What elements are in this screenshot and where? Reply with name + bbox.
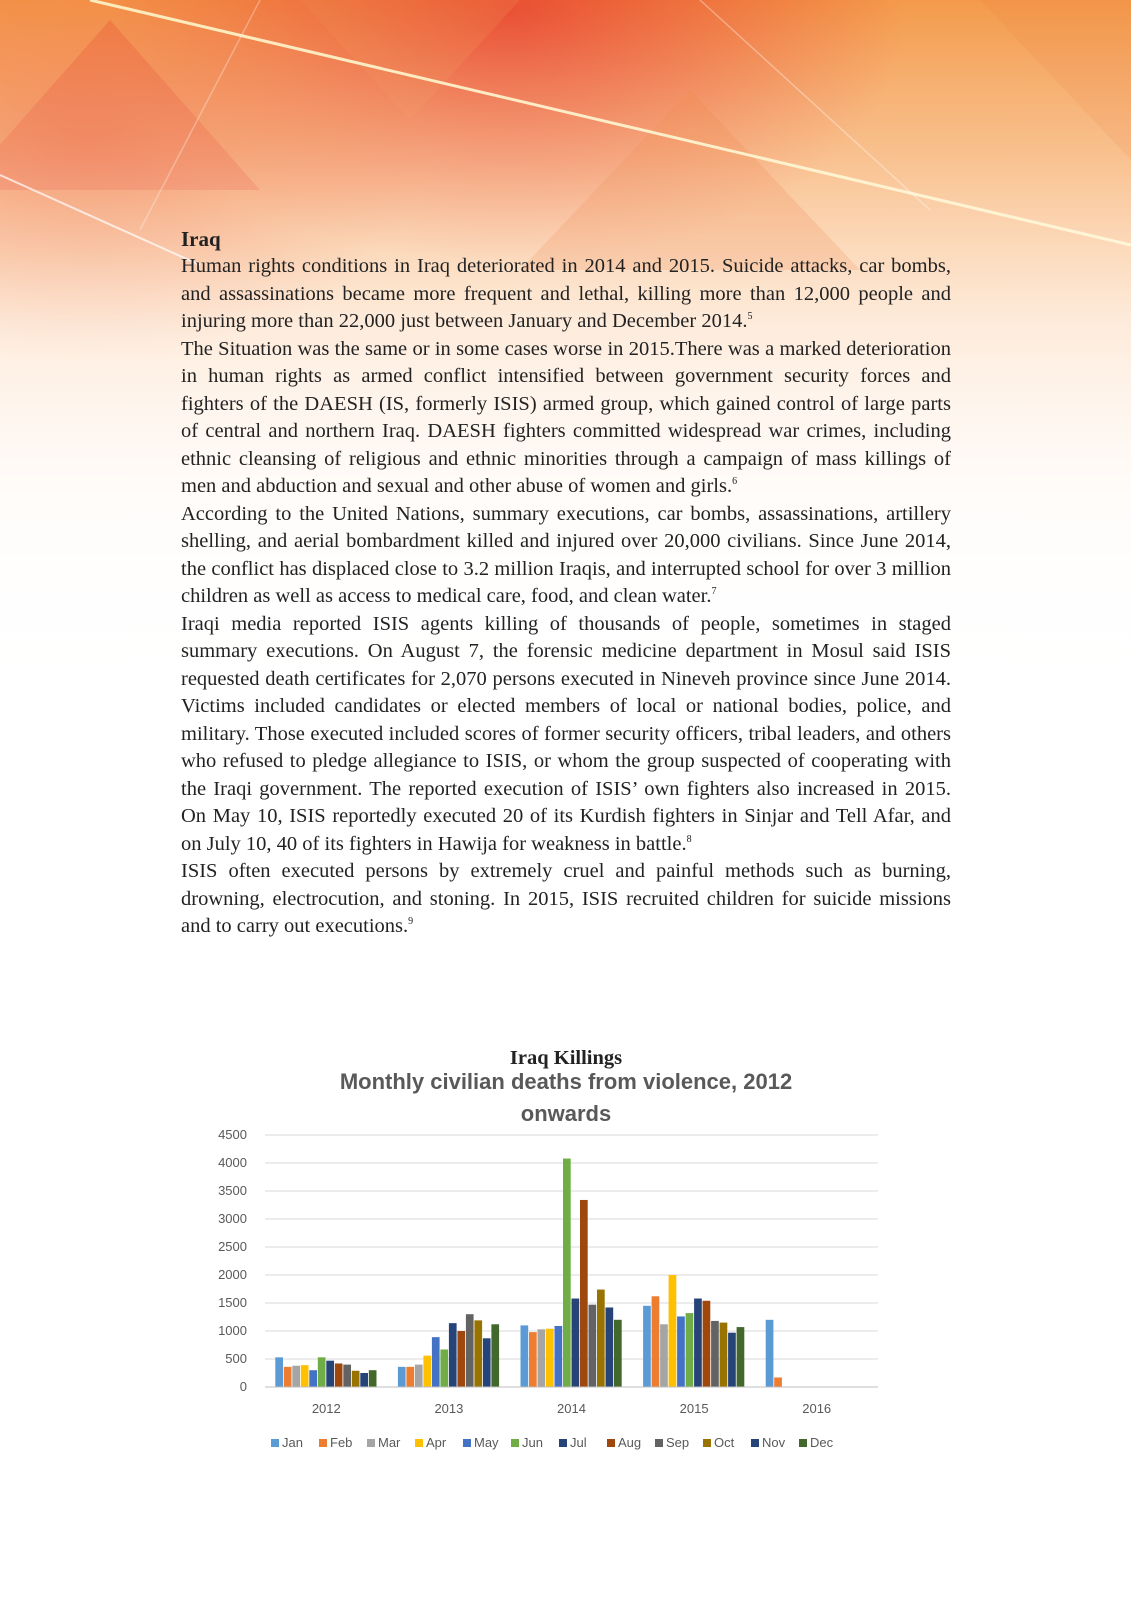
chart-heading: Iraq Killings xyxy=(509,1047,623,1069)
legend-swatch-oct xyxy=(703,1439,711,1447)
bar-jul-2014 xyxy=(572,1299,580,1387)
bar-jun-2012 xyxy=(318,1357,326,1387)
bar-oct-2015 xyxy=(720,1323,728,1387)
bar-aug-2013 xyxy=(457,1331,465,1387)
legend-swatch-jun xyxy=(511,1439,519,1447)
section-heading: Iraq xyxy=(181,227,221,251)
legend-swatch-dec xyxy=(799,1439,807,1447)
legend-label: Feb xyxy=(330,1435,353,1450)
bar-jan-2014 xyxy=(521,1325,529,1387)
bar-jul-2012 xyxy=(326,1361,334,1387)
x-tick-label: 2014 xyxy=(557,1401,586,1416)
chart-title-line: Monthly civilian deaths from violence, 2012 xyxy=(339,1069,793,1094)
x-tick-label: 2016 xyxy=(802,1401,832,1416)
y-tick-label: 4500 xyxy=(218,1127,247,1142)
bar-nov-2015 xyxy=(728,1333,736,1387)
bar-apr-2015 xyxy=(669,1275,677,1387)
bar-jun-2014 xyxy=(563,1159,571,1387)
bar-dec-2014 xyxy=(614,1320,622,1387)
paragraph-text: ISIS often executed persons by extremely cruel and painful methods such as burning, drowning, electrocution, and stoning. In 2015, ISIS recruited children for suicide missions and to carry out executions. xyxy=(181,860,951,937)
footnote-marker: 6 xyxy=(732,476,738,488)
bar-mar-2015 xyxy=(660,1324,668,1387)
legend-swatch-sep xyxy=(655,1439,663,1447)
legend-label: Apr xyxy=(426,1435,447,1450)
bar-aug-2015 xyxy=(703,1301,711,1387)
paragraph xyxy=(181,253,951,336)
footnote-marker: 5 xyxy=(747,311,753,323)
bar-nov-2013 xyxy=(483,1338,491,1387)
legend-label: Oct xyxy=(714,1435,735,1450)
y-tick-label: 1000 xyxy=(218,1323,247,1338)
footnote-marker: 9 xyxy=(408,916,414,928)
bar-mar-2012 xyxy=(292,1366,300,1387)
bar-apr-2012 xyxy=(301,1365,309,1387)
x-tick-label: 2013 xyxy=(434,1401,464,1416)
bar-may-2013 xyxy=(432,1337,440,1387)
bar-may-2015 xyxy=(677,1316,685,1387)
paragraph xyxy=(181,501,951,611)
bar-jun-2013 xyxy=(440,1349,448,1387)
bar-jun-2015 xyxy=(686,1313,694,1387)
bar-dec-2012 xyxy=(369,1370,377,1387)
footnote-marker: 8 xyxy=(686,833,692,845)
bar-jan-2015 xyxy=(643,1306,651,1387)
bar-oct-2013 xyxy=(474,1320,482,1387)
legend-swatch-mar xyxy=(367,1439,375,1447)
y-tick-label: 3000 xyxy=(218,1211,247,1226)
x-tick-label: 2015 xyxy=(679,1401,709,1416)
bar-jan-2012 xyxy=(275,1357,283,1387)
legend-swatch-may xyxy=(463,1439,471,1447)
bar-feb-2013 xyxy=(406,1367,414,1387)
chart-container xyxy=(181,1035,951,1505)
bar-feb-2014 xyxy=(529,1332,537,1387)
paragraph xyxy=(181,336,951,501)
legend-label: Dec xyxy=(810,1435,834,1450)
bar-feb-2015 xyxy=(652,1296,660,1387)
x-tick-label: 2012 xyxy=(311,1401,341,1416)
bar-jan-2016 xyxy=(766,1320,774,1387)
chart-title-line: onwards xyxy=(520,1101,612,1126)
bar-chart xyxy=(181,1035,951,1505)
y-tick-label: 2500 xyxy=(218,1239,247,1254)
bar-dec-2015 xyxy=(737,1327,745,1387)
legend-label: Jun xyxy=(522,1435,543,1450)
bar-dec-2013 xyxy=(491,1324,499,1387)
bar-sep-2015 xyxy=(711,1321,719,1387)
legend-label: Aug xyxy=(618,1435,642,1450)
bar-nov-2012 xyxy=(360,1373,368,1387)
legend-swatch-jan xyxy=(271,1439,279,1447)
bar-mar-2014 xyxy=(538,1329,546,1387)
bar-apr-2014 xyxy=(546,1329,554,1387)
legend-swatch-apr xyxy=(415,1439,423,1447)
bar-sep-2014 xyxy=(589,1305,597,1387)
y-tick-label: 3500 xyxy=(218,1183,247,1198)
paragraph-text: The Situation was the same or in some cases worse in 2015.There was a marked deterioration in human rights as armed conflict intensified between government security forces and fighters of the DAESH (IS, formerly ISIS) armed group, which gained control of large parts of central and northern Iraq. DAESH fighters committed widespread war crimes, including ethnic cleansing of religious and ethnic minorities through a campaign of mass killings of men and abduction and sexual and other abuse of women and girls. xyxy=(181,337,951,497)
legend-swatch-jul xyxy=(559,1439,567,1447)
legend-label: Mar xyxy=(378,1435,401,1450)
y-tick-label: 0 xyxy=(239,1379,247,1394)
bar-aug-2012 xyxy=(335,1363,343,1387)
bar-oct-2012 xyxy=(352,1371,360,1387)
bar-apr-2013 xyxy=(423,1356,431,1387)
legend-label: Nov xyxy=(762,1435,786,1450)
y-tick-label: 4000 xyxy=(218,1155,247,1170)
bar-jul-2013 xyxy=(449,1323,457,1387)
footnote-marker: 7 xyxy=(711,586,717,598)
paragraph xyxy=(181,611,951,859)
y-tick-label: 2000 xyxy=(218,1267,247,1282)
legend-swatch-feb xyxy=(319,1439,327,1447)
legend-swatch-nov xyxy=(751,1439,759,1447)
bar-sep-2012 xyxy=(343,1365,351,1387)
bar-sep-2013 xyxy=(466,1314,474,1387)
legend-label: Jan xyxy=(282,1435,303,1450)
bar-may-2014 xyxy=(555,1326,563,1387)
legend-label: Sep xyxy=(666,1435,690,1450)
bar-feb-2016 xyxy=(774,1377,782,1387)
y-tick-label: 1500 xyxy=(218,1295,247,1310)
paragraph-text: Human rights conditions in Iraq deteriorated in 2014 and 2015. Suicide attacks, car bombs, and assassinations became more frequent and lethal, killing more than 12,000 people and injuring more than 22,000 just between January and December 2014. xyxy=(181,255,951,332)
paragraph-text: According to the United Nations, summary executions, car bombs, assassinations, artillery shelling, and aerial bombardment killed and injured over 20,000 civilians. Since June 2014, the conflict has displaced close to 3.2 million Iraqis, and interrupted school for over 3 million children as well as access to medical care, food, and clean water. xyxy=(181,502,951,607)
bar-jan-2013 xyxy=(398,1367,406,1387)
paragraph xyxy=(181,858,951,941)
article-body xyxy=(181,226,951,941)
paragraph-text: Iraqi media reported ISIS agents killing of thousands of people, sometimes in staged summary executions. On August 7, the forensic medicine department in Mosul said ISIS requested death certificates for 2,070 persons executed in Nineveh province since June 2014. Victims included candidates or elected members of local or national bodies, police, and military. Those executed included scores of former security officers, tribal leaders, and others who refused to pledge allegiance to ISIS, or whom the group suspected of cooperating with the Iraqi government. The reported execution of ISIS’ own fighters also increased in 2015. On May 10, ISIS reportedly executed 20 of its Kurdish fighters in Sinjar and Tell Afar, and on July 10, 40 of its fighters in Hawija for weakness in battle. xyxy=(181,612,951,855)
legend-label: May xyxy=(474,1435,499,1450)
bar-may-2012 xyxy=(309,1370,317,1387)
bar-feb-2012 xyxy=(284,1367,292,1387)
legend-label: Jul xyxy=(570,1435,587,1450)
y-tick-label: 500 xyxy=(225,1351,247,1366)
bar-oct-2014 xyxy=(597,1290,605,1387)
bar-aug-2014 xyxy=(580,1200,588,1387)
bar-jul-2015 xyxy=(694,1299,702,1387)
legend-swatch-aug xyxy=(607,1439,615,1447)
bar-nov-2014 xyxy=(606,1307,614,1387)
bar-mar-2013 xyxy=(415,1365,423,1387)
